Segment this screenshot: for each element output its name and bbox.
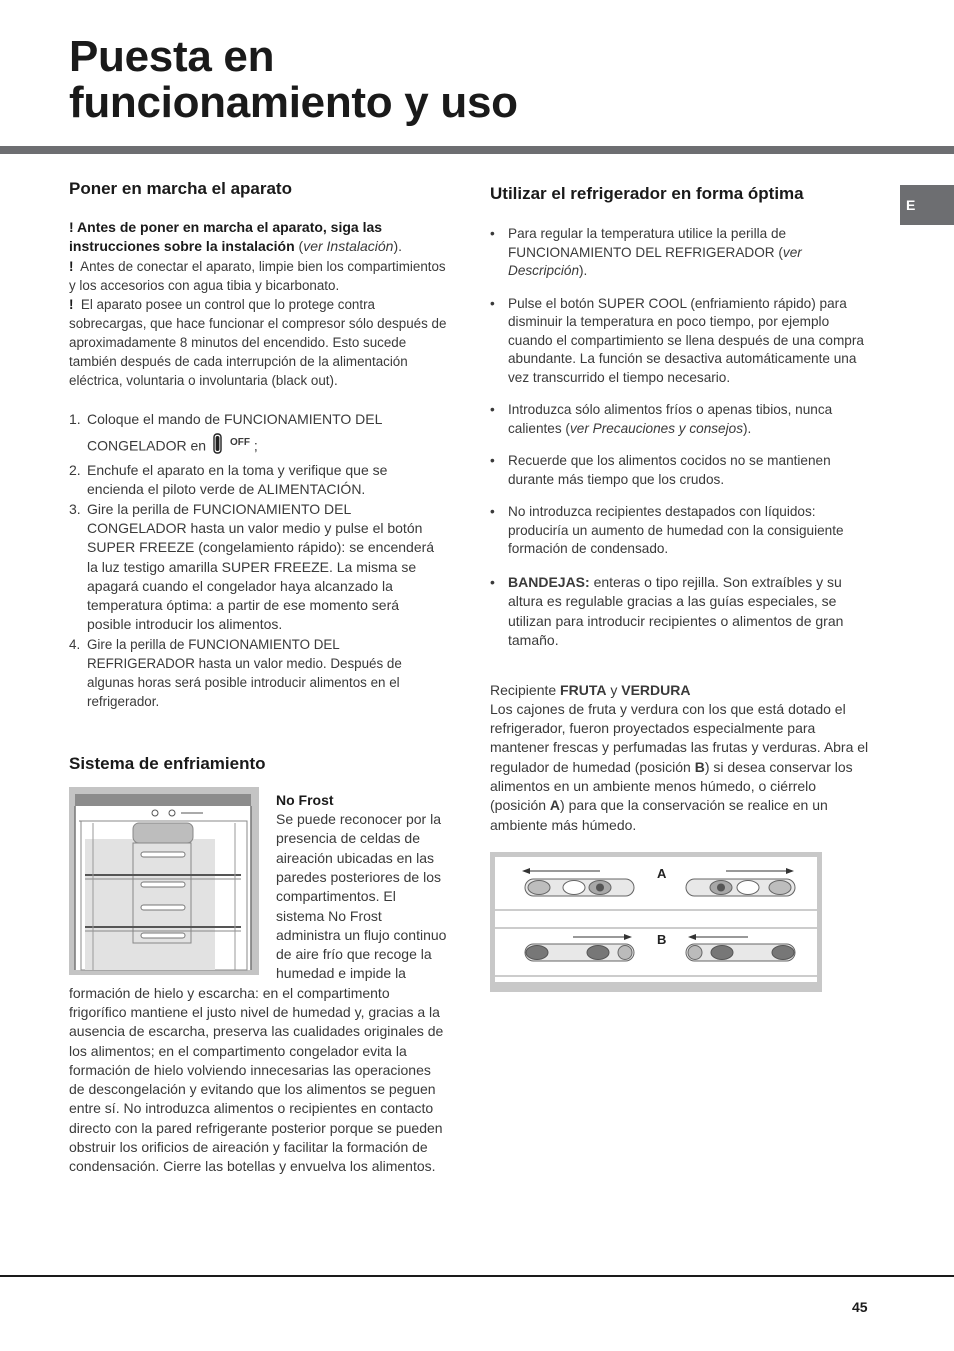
warning-3	[69, 295, 447, 390]
right-column	[490, 183, 870, 992]
tip-text: No introduzca recipientes destapados con líquidos: produciría un aumento de humedad con la consiguiente formación de condensado.	[508, 504, 844, 556]
tip-text-end: ).	[743, 420, 752, 436]
position-b: B	[694, 758, 705, 775]
step-number: 4.	[69, 636, 81, 652]
tip-text: enteras o tipo rejilla. Son extraíbles y su altura es regulable gracias a las guías especiales, se utilizan para introducir recipientes o alimentos de gran tamaño.	[508, 573, 844, 648]
section-heading-sistema: Sistema de enfriamiento	[69, 753, 266, 773]
fridge-illustration	[69, 787, 259, 975]
verdura-label: VERDURA	[621, 681, 691, 698]
tip-text: Introduzca sólo alimentos fríos o apenas tibios, nunca calientes (	[508, 402, 833, 436]
warning-2	[69, 257, 447, 295]
title-line-2: funcionamiento y uso	[69, 78, 518, 127]
tip-text: Para regular la temperatura utilice la perilla de FUNCIONAMIENTO DEL REFRIGERADOR (	[508, 226, 787, 260]
tip-item	[490, 225, 870, 281]
label-position-a: A	[657, 865, 667, 881]
tip-item	[490, 573, 870, 651]
page-number: 45	[852, 1299, 868, 1315]
bullet: •	[490, 402, 495, 417]
warning-1	[69, 218, 447, 257]
tip-text-end: ).	[579, 263, 588, 278]
warning-2-text: Antes de conectar el aparato, limpie bien los compartimientos y los accesorios con agua tibia y bicarbonato.	[69, 258, 446, 293]
tip-text: Recuerde que los alimentos cocidos no se mantienen durante más tiempo que los crudos.	[508, 453, 831, 487]
warning-3-text: El aparato posee un control que lo protege contra sobrecargas, que hace funcionar el compresor sólo después de aproximadamente 8 minutos del encendido. Esto sucede también después de cada interrupción de la alimentación eléctrica, voluntaria o involuntaria (black out).	[69, 296, 447, 388]
tips-list	[490, 225, 870, 651]
bullet: •	[490, 504, 495, 519]
step-number: 3.	[69, 500, 81, 517]
title-line-1: Puesta en	[69, 32, 275, 81]
warnings-block	[69, 218, 447, 390]
warning-1-ref: ver Instalación	[303, 238, 394, 255]
header-rule	[0, 146, 954, 154]
fruta-label: FRUTA	[560, 681, 607, 698]
recipiente-label: Recipiente	[490, 681, 561, 698]
section-heading-poner-en-marcha: Poner en marcha el aparato	[69, 179, 292, 198]
label-position-b: B	[657, 931, 667, 947]
warning-1-mark: !	[69, 219, 74, 235]
tip-item	[490, 295, 870, 388]
bullet: •	[490, 295, 495, 311]
recipiente-text-2: ) si desea conservar los alimentos en un ambiente menos húmedo, o ciérrelo (posición	[490, 758, 853, 814]
step-text: Enchufe el aparato en la toma y verifique que se encienda el piloto verde de ALIMENTACIÓN.	[87, 462, 388, 498]
nofrost-text: Se puede reconocer por la presencia de celdas de aireación ubicadas en las paredes posteriores de los compartimentos. El sistema No Frost administra un flujo continuo de aire frío que recoge la humedad e impide la formación de hielo y escarcha: en el compartimento frigorífico mantiene el justo nivel de humedad y, gracias a la ausencia de escarcha, preserva las cualidades originales de los alimentos; en el compartimento congelador evita la formación de hielo volviendo innecesarias las operaciones de descongelación y evitando que los alimentos se peguen entre sí. No introduzca alimentos o recipientes en contacto directo con la pared refrigerante posterior porque se pueden obstruir los orificios de aireación y facilitar la formación de condensación. Cierre las botellas y envuelva los alimentos.	[69, 811, 447, 1175]
bullet: •	[490, 226, 495, 241]
step-item	[69, 500, 447, 635]
recipiente-heading	[490, 681, 870, 700]
startup-steps	[69, 407, 447, 711]
nofrost-title: No Frost	[276, 791, 334, 808]
step-text: Gire la perilla de FUNCIONAMIENTO DEL CONGELADOR hasta un valor medio y pulse el botón SUPER FREEZE (congelamiento rápido): se encenderá la luz testigo amarilla SUPER FREEZE. La misma se apagará cuando el congelador haya alcanzado la temperatura óptima: a partir de ese momento será posible introducir los alimentos.	[87, 500, 435, 633]
humidity-regulator-diagram	[490, 852, 822, 992]
off-label: OFF	[229, 436, 250, 448]
nofrost-block	[69, 787, 447, 1177]
tip-ref: ver Descripción	[508, 244, 802, 278]
warning-1-bold: Antes de poner en marcha el aparato, siga las instrucciones sobre la instalación	[69, 219, 383, 255]
recipiente-text-1: Los cajones de fruta y verdura con los que está dotado el refrigerador, fueron proyectados especialmente para mantener frescas y perfumadas las frutas y verduras. Abra el regulador de humedad (posición	[490, 700, 869, 775]
left-column	[69, 178, 447, 1177]
tip-ref: ver Precauciones y consejos	[569, 420, 743, 436]
recipiente-and: y	[606, 681, 622, 698]
recipiente-text-3: ) para que la conservación se realice en un ambiente más húmedo.	[490, 797, 828, 833]
tip-item	[490, 452, 870, 489]
step-item	[69, 407, 447, 461]
tip-item	[490, 401, 870, 438]
warning-3-mark: !	[69, 296, 74, 312]
recipiente-block	[490, 681, 870, 835]
language-tab: E	[900, 185, 954, 225]
tip-text: Pulse el botón SUPER COOL (enfriamiento rápido) para disminuir la temperatura en poco tiempo, por ejemplo cuando el compartimiento se llena después de una compra abundante. La función se desactiva automáticamente una vez transcurrido el tiempo necesario.	[508, 295, 864, 385]
step-text: Coloque el mando de FUNCIONAMIENTO DEL CONGELADOR en	[87, 410, 382, 454]
warning-1-paren-close: ).	[393, 238, 403, 255]
step-item	[69, 461, 447, 500]
step-number: 1.	[69, 410, 81, 427]
step-item	[69, 635, 447, 711]
tip-bold: BANDEJAS:	[508, 573, 590, 590]
section-heading-utilizar: Utilizar el refrigerador en forma óptima	[490, 184, 804, 203]
step-text: Gire la perilla de FUNCIONAMIENTO DEL REFRIGERADOR hasta un valor medio. Después de algunas horas será posible introducir alimentos en el refrigerador.	[87, 636, 402, 709]
page-title	[69, 34, 518, 126]
step-text-end: ;	[253, 437, 258, 454]
recipiente-text	[490, 700, 870, 835]
warning-2-mark: !	[69, 258, 74, 274]
tip-item	[490, 503, 870, 559]
footer-rule	[0, 1275, 954, 1277]
bullet: •	[490, 453, 495, 468]
warning-1-paren-open: (	[294, 238, 304, 255]
position-a: A	[549, 797, 561, 814]
step-number: 2.	[69, 462, 81, 479]
bullet: •	[490, 573, 495, 590]
